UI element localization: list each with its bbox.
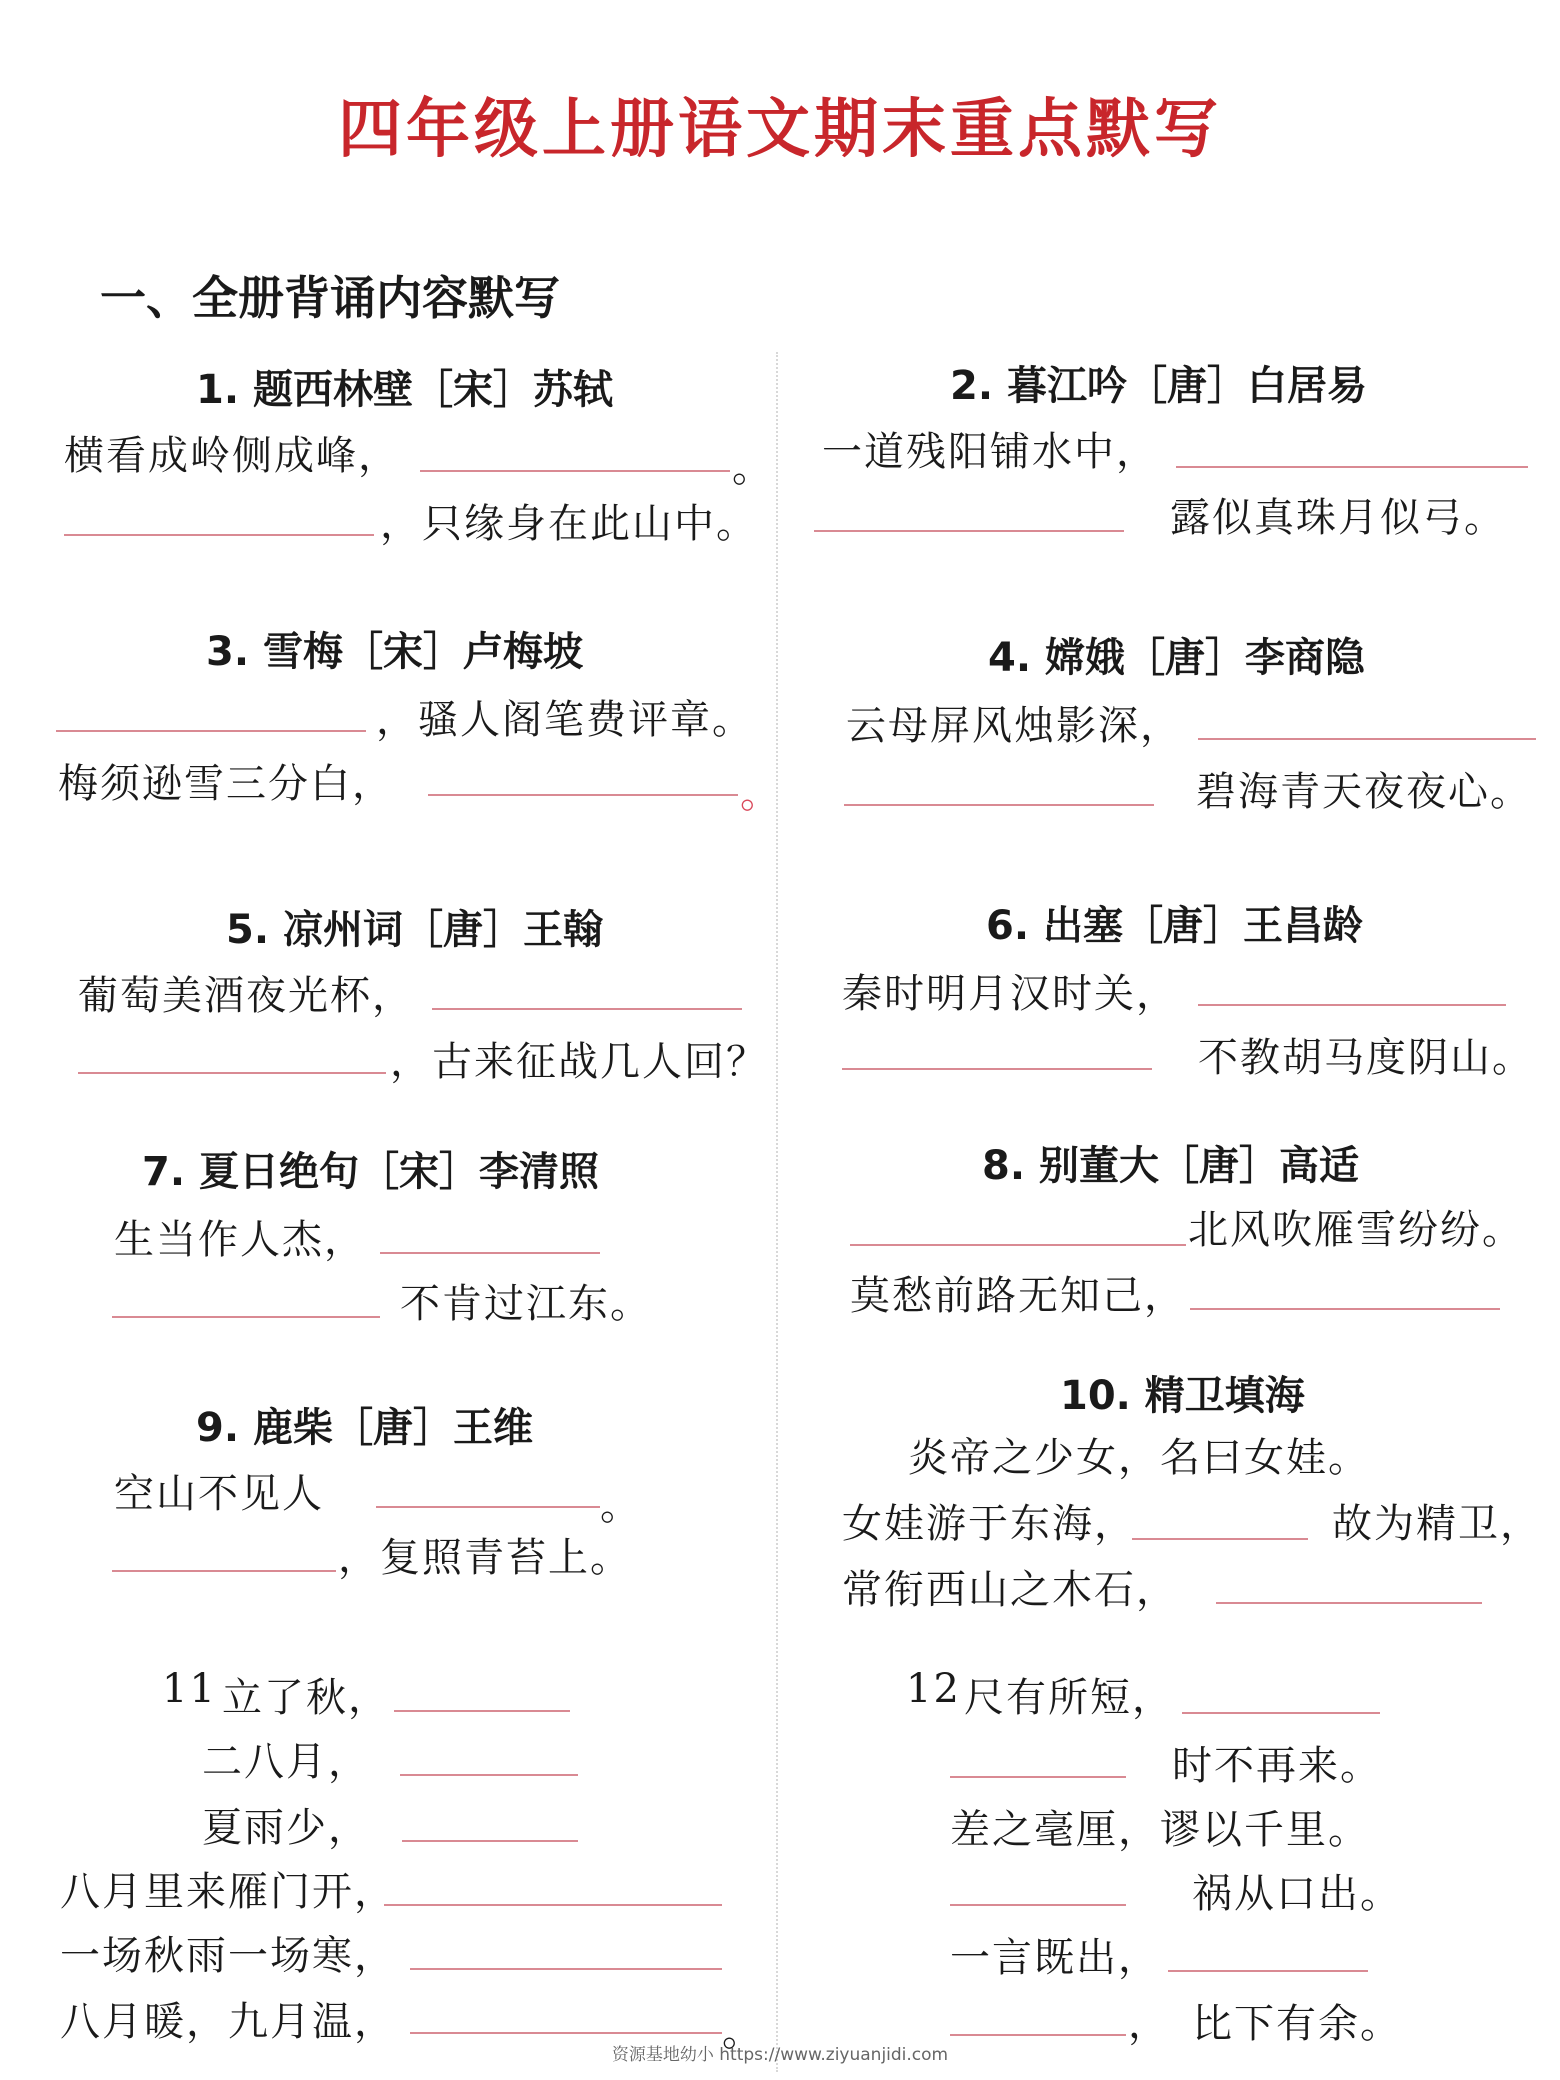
poem-4-line-2: 碧海青天夜夜心。 [1196,769,1532,815]
proverb-11-line-6: 八月暖，九月温， [60,1999,396,2045]
passage-10-heading: 10. 精卫填海 [1060,1373,1305,1419]
passage-10-line-3: 故为精卫， [1332,1501,1542,1547]
poem-7-line-1: 生当作人杰， [114,1217,366,1263]
poem-1-heading: 1. 题西林壁［宋］苏轼 [196,367,613,413]
passage-10-line-1: 炎帝之少女，名曰女娃。 [908,1435,1370,1481]
blank-line[interactable] [1198,738,1536,740]
poem-2-line-1: 一道残阳铺水中， [822,429,1158,475]
poem-9-heading: 9. 鹿柴［唐］王维 [196,1405,533,1451]
poem-9-end-mark: 。 [600,1483,642,1529]
poem-1-line-1: 横看成岭侧成峰， [64,433,400,479]
proverb-12-line-6: 比下有余。 [1192,2001,1402,2047]
footer-watermark: 资源基地幼小 https://www.ziyuanjidi.com [611,2045,949,2065]
poem-6-line-2: 不教胡马度阴山。 [1198,1035,1534,1081]
proverb-12-line-4: 祸从口出。 [1192,1871,1402,1917]
blank-line[interactable] [420,470,730,472]
poem-8-line-2: 莫愁前路无知己， [850,1273,1186,1319]
proverb-12-line-3: 差之毫厘，谬以千里。 [950,1807,1370,1853]
blank-line[interactable] [850,1244,1186,1246]
blank-line[interactable] [1190,1308,1500,1310]
poem-7-heading: 7. 夏日绝句［宋］李清照 [142,1149,599,1195]
blank-line[interactable] [814,530,1124,532]
proverb-12-comma: ， [1128,2001,1170,2047]
blank-line[interactable] [384,1904,722,1906]
column-divider [776,352,778,2072]
blank-line[interactable] [844,804,1154,806]
poem-8-line-1: 北风吹雁雪纷纷。 [1188,1207,1524,1253]
proverb-11-line-1: 立了秋， [222,1675,390,1721]
poem-4-heading: 4. 嫦娥［唐］李商隐 [988,635,1365,681]
blank-line[interactable] [64,534,374,536]
proverb-12-line-5: 一言既出， [950,1935,1160,1981]
poem-8-heading: 8. 别董大［唐］高适 [982,1143,1359,1189]
blank-line[interactable] [394,1710,570,1712]
blank-line[interactable] [56,730,366,732]
poem-5-heading: 5. 凉州词［唐］王翰 [226,907,603,953]
poem-5-line-2: ，古来征战几人回？ [390,1039,768,1085]
blank-line[interactable] [112,1570,336,1572]
blank-line[interactable] [1168,1970,1368,1972]
poem-1-end-mark: 。 [732,445,774,491]
proverb-11-line-5: 一场秋雨一场寒， [60,1933,396,1979]
poem-2-line-2: 露似真珠月似弓。 [1170,495,1506,541]
poem-7-line-2: 不肯过江东。 [400,1281,652,1327]
proverb-11-number: 11 [162,1666,217,1712]
proverb-11-end-mark: 。 [722,2009,764,2055]
blank-line[interactable] [950,2034,1126,2036]
blank-line[interactable] [428,794,738,796]
poem-4-line-1: 云母屏风烛影深， [846,703,1182,749]
proverb-12-line-1: 尺有所短， [964,1675,1174,1721]
blank-line[interactable] [400,1774,578,1776]
blank-line[interactable] [78,1072,386,1074]
blank-line[interactable] [410,2032,722,2034]
blank-line[interactable] [1132,1538,1308,1540]
blank-line[interactable] [410,1968,722,1970]
blank-line[interactable] [112,1316,380,1318]
proverb-11-line-2: 二八月， [202,1739,370,1785]
blank-line[interactable] [376,1506,600,1508]
blank-line[interactable] [950,1776,1126,1778]
blank-line[interactable] [380,1252,600,1254]
passage-10-line-4: 常衔西山之木石， [842,1567,1178,1613]
poem-3-end-mark: 。 [740,771,782,817]
blank-line[interactable] [1216,1602,1482,1604]
section-title: 一、全册背诵内容默写 [100,271,560,325]
poem-6-line-1: 秦时明月汉时关， [842,971,1178,1017]
poem-2-heading: 2. 暮江吟［唐］白居易 [950,363,1367,409]
blank-line[interactable] [402,1840,578,1842]
blank-line[interactable] [1176,466,1528,468]
blank-line[interactable] [432,1008,742,1010]
proverb-12-line-2: 时不再来。 [1172,1743,1382,1789]
poem-1-line-2: ，只缘身在此山中。 [380,501,758,547]
blank-line[interactable] [1198,1004,1506,1006]
proverb-11-line-3: 夏雨少， [202,1805,370,1851]
poem-3-line-2: 梅须逊雪三分白， [58,761,394,807]
passage-10-line-2: 女娃游于东海， [842,1501,1136,1547]
poem-3-line-1: ，骚人阁笔费评章。 [376,697,754,743]
poem-5-line-1: 葡萄美酒夜光杯， [78,973,414,1019]
blank-line[interactable] [950,1904,1126,1906]
proverb-12-number: 12 [906,1666,961,1712]
blank-line[interactable] [1182,1712,1380,1714]
blank-line[interactable] [842,1068,1152,1070]
poem-3-heading: 3. 雪梅［宋］卢梅坡 [206,629,583,675]
poem-6-heading: 6. 出塞［唐］王昌龄 [986,903,1363,949]
poem-9-line-1: 空山不见人 [114,1471,324,1517]
page-title: 四年级上册语文期末重点默写 [338,93,1222,167]
proverb-11-line-4: 八月里来雁门开， [60,1869,396,1915]
poem-9-line-2: ，复照青苔上。 [338,1535,632,1581]
